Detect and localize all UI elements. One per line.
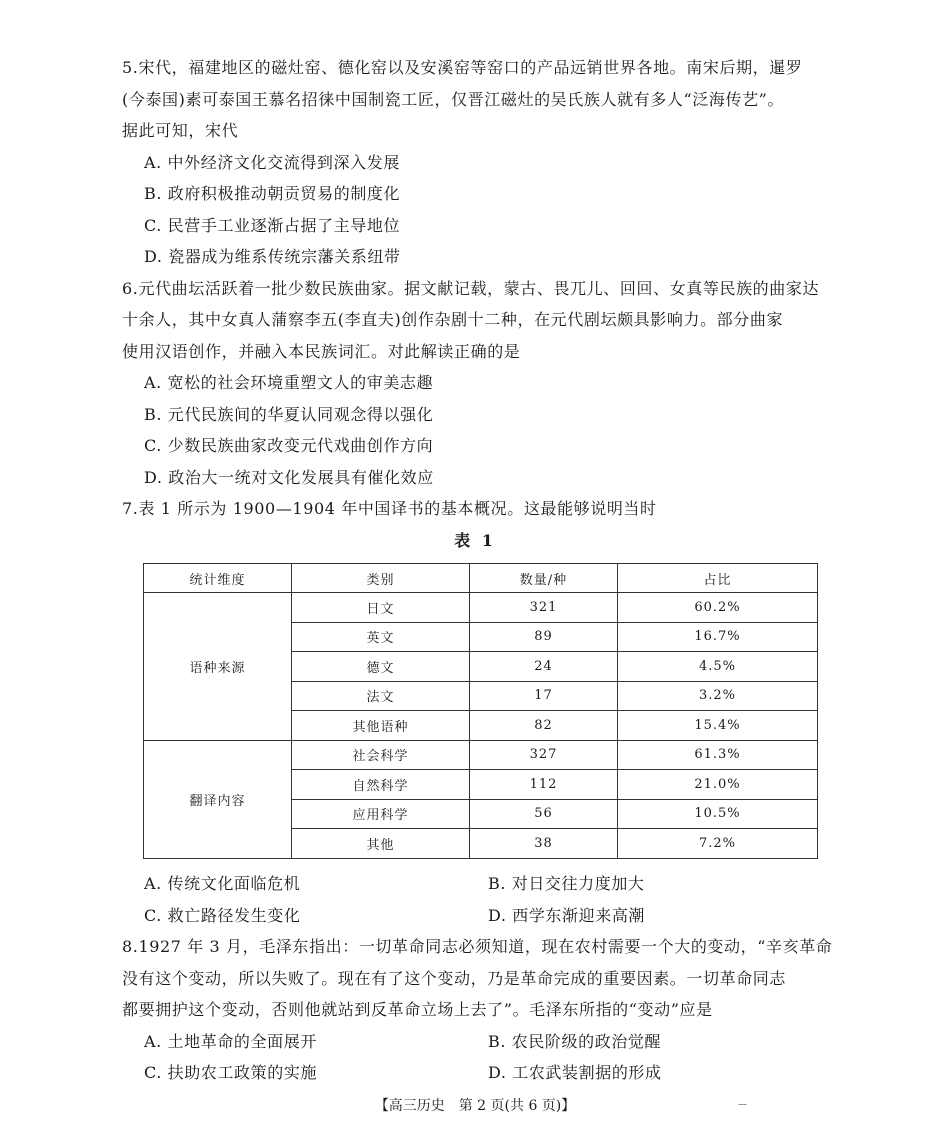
q6-option-d[interactable]: D. 政治大一统对文化发展具有催化效应	[144, 467, 434, 487]
q7-options-row-2	[122, 900, 842, 932]
cell-category: 社会科学	[292, 740, 470, 770]
translation-table	[143, 563, 818, 859]
q5-option-b[interactable]: B. 政府积极推动朝贡贸易的制度化	[144, 184, 401, 203]
cell-share: 3.2%	[618, 681, 818, 711]
group-label-language: 语种来源	[144, 593, 292, 741]
cell-count: 56	[470, 799, 618, 829]
q8-stem-line-3: 都要拥护这个变动，否则他就站到反革命立场上去了”。毛泽东所指的“变动”应是	[122, 1000, 713, 1019]
cell-category: 应用科学	[292, 799, 470, 829]
q6-option-b[interactable]: B. 元代民族间的华夏认同观念得以强化	[144, 404, 434, 424]
q8-stem-line-1: 8.1927 年 3 月，毛泽东指出：一切革命同志必须知道，现在农村需要一个大的变动，“辛亥革命	[122, 937, 833, 956]
header-dimension: 统计维度	[144, 564, 292, 593]
cell-count: 321	[470, 593, 618, 623]
question-7	[122, 493, 842, 525]
cell-count: 17	[470, 681, 618, 711]
q7-options-row-1	[122, 868, 842, 900]
q6-stem-line-2: 十余人，其中女真人蒲察李五(李直夫)创作杂剧十二种，在元代剧坛颇具影响力。部分曲家	[122, 310, 784, 329]
q5-option-d[interactable]: D. 瓷器成为维系传统宗藩关系纽带	[144, 247, 401, 266]
q8-stem-line-2: 没有这个变动，所以失败了。现在有了这个变动，乃是革命完成的重要因素。一切革命同志	[122, 968, 787, 988]
cell-share: 16.7%	[618, 622, 818, 652]
header-share: 占比	[618, 564, 818, 593]
question-6	[122, 273, 842, 494]
cell-share: 4.5%	[618, 652, 818, 682]
q7-option-d[interactable]: D. 西学东渐迎来高潮	[488, 905, 646, 925]
cell-share: 10.5%	[618, 799, 818, 829]
q7-option-c[interactable]: C. 救亡路径发生变化	[144, 905, 301, 925]
cell-share: 60.2%	[618, 593, 818, 623]
table-row	[144, 593, 818, 623]
q7-option-a[interactable]: A. 传统文化面临危机	[144, 874, 301, 893]
q5-option-c[interactable]: C. 民营手工业逐渐占据了主导地位	[144, 215, 401, 235]
q6-stem-line-1: 6.元代曲坛活跃着一批少数民族曲家。据文献记载，蒙古、畏兀儿、回回、女真等民族的曲家达	[122, 278, 820, 298]
table-row	[144, 740, 818, 770]
cell-category: 日文	[292, 593, 470, 623]
cell-share: 15.4%	[618, 711, 818, 741]
cell-share: 61.3%	[618, 740, 818, 770]
cell-category: 其他语种	[292, 711, 470, 741]
question-8	[122, 931, 842, 1089]
q8-option-b[interactable]: B. 农民阶级的政治觉醒	[488, 1031, 662, 1051]
q6-option-a[interactable]: A. 宽松的社会环境重塑文人的审美志趣	[144, 373, 434, 392]
q7-option-b[interactable]: B. 对日交往力度加大	[488, 874, 645, 893]
header-count: 数量/种	[470, 564, 618, 593]
q8-option-a[interactable]: A. 土地革命的全面展开	[144, 1031, 317, 1051]
cell-count: 82	[470, 711, 618, 741]
q5-stem-line-1: 5.宋代，福建地区的磁灶窑、德化窑以及安溪窑等窑口的产品远销世界各地。南宋后期，暹罗	[122, 58, 803, 77]
q8-options-row-1	[122, 1026, 842, 1058]
footer-mark: —	[738, 1100, 747, 1110]
cell-count: 327	[470, 740, 618, 770]
cell-category: 法文	[292, 681, 470, 711]
q8-options-row-2	[122, 1057, 842, 1089]
cell-count: 89	[470, 622, 618, 652]
question-7-options	[122, 868, 842, 931]
cell-category: 自然科学	[292, 770, 470, 800]
header-category: 类别	[292, 564, 470, 593]
q5-stem-line-2: (今泰国)素可泰国王慕名招徕中国制瓷工匠，仅晋江磁灶的吴氏族人就有多人“泛海传艺”。	[122, 89, 785, 109]
q5-option-a[interactable]: A. 中外经济文化交流得到深入发展	[144, 152, 400, 172]
group-label-content: 翻译内容	[144, 740, 292, 858]
cell-share: 21.0%	[618, 770, 818, 800]
cell-category: 其他	[292, 829, 470, 859]
cell-category: 德文	[292, 652, 470, 682]
q6-stem-line-3: 使用汉语创作，并融入本民族词汇。对此解读正确的是	[122, 341, 521, 361]
table-caption: 表 1	[454, 531, 496, 550]
cell-count: 38	[470, 829, 618, 859]
q6-option-c[interactable]: C. 少数民族曲家改变元代戏曲创作方向	[144, 436, 434, 455]
q8-option-d[interactable]: D. 工农武装割据的形成	[488, 1063, 662, 1082]
q8-option-c[interactable]: C. 扶助农工政策的实施	[144, 1063, 318, 1082]
cell-count: 24	[470, 652, 618, 682]
cell-category: 英文	[292, 622, 470, 652]
q5-stem-line-3: 据此可知，宋代	[122, 121, 239, 140]
page-footer: 【高三历史 第 2 页(共 6 页)】	[374, 1098, 576, 1114]
table-header-row	[144, 564, 818, 593]
question-5	[122, 52, 842, 273]
q7-stem: 7.表 1 所示为 1900—1904 年中国译书的基本概况。这最能够说明当时	[122, 499, 657, 518]
cell-count: 112	[470, 770, 618, 800]
cell-share: 7.2%	[618, 829, 818, 859]
